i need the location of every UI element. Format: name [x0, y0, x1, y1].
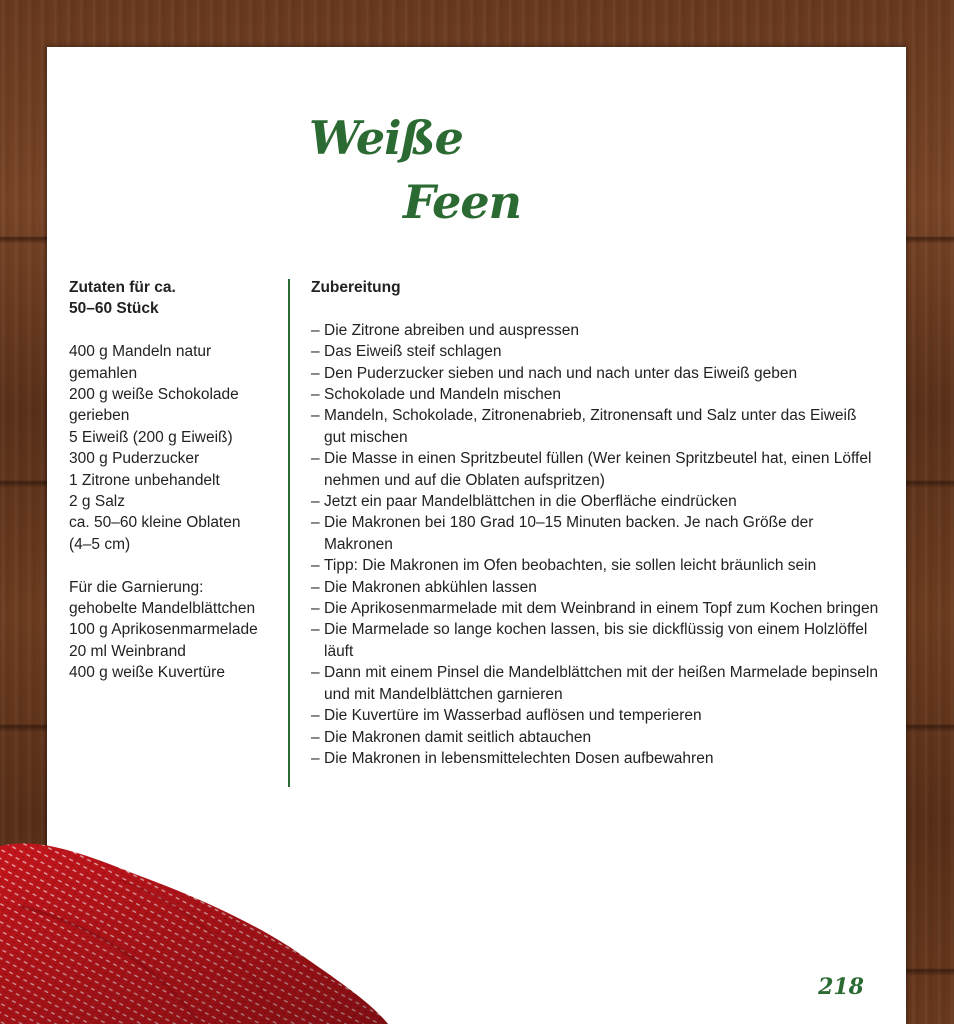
step-text: Das Eiweiß steif schlagen: [324, 343, 502, 361]
garnish-line: 400 g weiße Kuvertüre: [69, 664, 225, 682]
ingredient-line: gemahlen: [69, 364, 138, 382]
ingredient-line: ca. 50–60 kleine Oblaten: [69, 514, 241, 532]
step-text: Dann mit einem Pinsel die Mandelblättchen mit der heißen Marmelade bepinseln und mit Mandelblättchen garnieren: [324, 664, 878, 703]
step-text: Tipp: Die Makronen im Ofen beobachten, sie sollen leicht bräunlich sein: [324, 557, 817, 575]
step-dash: –: [311, 364, 320, 382]
step-text: Die Makronen in lebensmittelechten Dosen aufbewahren: [324, 749, 714, 767]
preparation-step: [311, 577, 881, 598]
preparation-step: [311, 555, 881, 576]
step-text: Die Makronen bei 180 Grad 10–15 Minuten backen. Je nach Größe der Makronen: [324, 514, 814, 553]
step-dash: –: [311, 621, 320, 639]
step-dash: –: [311, 450, 320, 468]
step-dash: –: [311, 514, 320, 532]
preparation-column: [311, 277, 881, 769]
ingredient-line: 2 g Salz: [69, 493, 126, 511]
step-dash: –: [311, 407, 320, 425]
preparation-step: [311, 598, 881, 619]
ingredients-column: [69, 277, 279, 684]
preparation-heading: Zubereitung: [311, 279, 401, 296]
preparation-step: [311, 619, 881, 662]
preparation-step: [311, 512, 881, 555]
step-dash: –: [311, 386, 320, 404]
step-text: Mandeln, Schokolade, Zitronenabrieb, Zitronensaft und Salz unter das Eiweiß gut mischen: [324, 407, 857, 446]
step-dash: –: [311, 321, 320, 339]
preparation-step: [311, 448, 881, 491]
step-dash: –: [311, 578, 320, 596]
step-text: Die Masse in einen Spritzbeutel füllen (Wer keinen Spritzbeutel hat, einen Löffel nehmen und auf die Oblaten aufspritzen): [324, 450, 872, 489]
step-dash: –: [311, 343, 320, 361]
page-number: 218: [818, 974, 864, 1000]
step-text: Die Makronen abkühlen lassen: [324, 578, 537, 596]
preparation-step: [311, 405, 881, 448]
recipe-title-line-1: Weiße: [309, 111, 463, 165]
ingredient-line: 1 Zitrone unbehandelt: [69, 471, 220, 489]
step-text: Die Makronen damit seitlich abtauchen: [324, 728, 592, 746]
preparation-step: [311, 491, 881, 512]
garnish-heading: Für die Garnierung:: [69, 578, 204, 596]
ingredients-heading-line-1: Zutaten für ca.: [69, 279, 176, 296]
step-text: Den Puderzucker sieben und nach und nach unter das Eiweiß geben: [324, 364, 798, 382]
column-divider: [288, 279, 290, 787]
preparation-step: [311, 363, 881, 384]
step-text: Die Aprikosenmarmelade mit dem Weinbrand in einem Topf zum Kochen bringen: [324, 600, 879, 618]
ingredient-line: 400 g Mandeln natur: [69, 343, 212, 361]
step-text: Die Marmelade so lange kochen lassen, bis sie dickflüssig von einem Holzlöffel läuft: [324, 621, 868, 660]
preparation-step: [311, 384, 881, 405]
preparation-step: [311, 727, 881, 748]
garnish-line: 100 g Aprikosenmarmelade: [69, 621, 258, 639]
step-dash: –: [311, 728, 320, 746]
step-text: Die Kuvertüre im Wasserbad auflösen und temperieren: [324, 707, 702, 725]
step-dash: –: [311, 493, 320, 511]
step-dash: –: [311, 557, 320, 575]
step-dash: –: [311, 664, 320, 682]
ingredient-line: 5 Eiweiß (200 g Eiweiß): [69, 428, 233, 446]
ingredient-line: 200 g weiße Schokolade: [69, 386, 239, 404]
ingredients-heading-line-2: 50–60 Stück: [69, 300, 159, 318]
preparation-step: [311, 662, 881, 705]
step-text: Die Zitrone abreiben und auspressen: [324, 321, 580, 339]
step-dash: –: [311, 707, 320, 725]
garnish-line: 20 ml Weinbrand: [69, 642, 186, 660]
ingredient-line: gerieben: [69, 407, 130, 425]
recipe-title-line-2: Feen: [403, 175, 522, 229]
step-text: Schokolade und Mandeln mischen: [324, 386, 561, 404]
garnish-line: gehobelte Mandelblättchen: [69, 600, 256, 618]
preparation-step: [311, 341, 881, 362]
ingredient-line: 300 g Puderzucker: [69, 450, 200, 468]
preparation-step: [311, 320, 881, 341]
ingredient-line: (4–5 cm): [69, 535, 131, 553]
ingredients-heading: [69, 277, 279, 320]
step-dash: –: [311, 749, 320, 767]
step-text: Jetzt ein paar Mandelblättchen in die Oberfläche eindrücken: [324, 493, 737, 511]
step-dash: –: [311, 600, 320, 618]
preparation-step: [311, 705, 881, 726]
red-cloth-decoration: [0, 836, 420, 1024]
preparation-step: [311, 748, 881, 769]
